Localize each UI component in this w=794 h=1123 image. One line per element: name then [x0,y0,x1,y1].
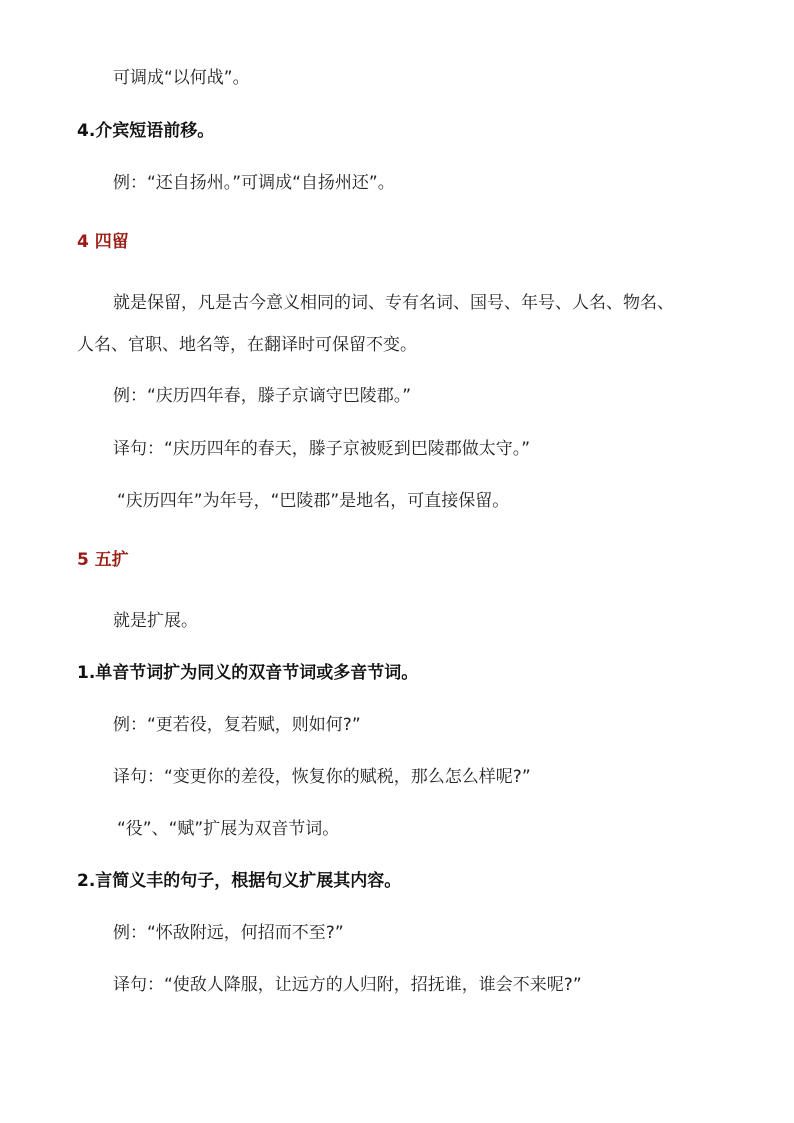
translation-text: 译句：“使敌人降服，让远方的人归附，招抚谁，谁会不来呢?” [113,975,582,995]
paragraph-text: 就是保留，凡是古今意义相同的词、专有名词、国号、年号、人名、物名、 [113,293,674,313]
example-text: 例：“庆历四年春，滕子京谪守巴陵郡。” [113,386,412,406]
paragraph-text: 就是扩展。 [113,611,198,631]
translation-text: 译句：“庆历四年的春天，滕子京被贬到巴陵郡做太守。” [113,439,531,459]
note-text: “役”、“赋”扩展为双音节词。 [117,819,340,839]
paragraph-text: 人名、官职、地名等，在翻译时可保留不变。 [77,335,417,355]
example-text: 例：“还自扬州。”可调成“自扬州还”。 [113,173,395,193]
example-text: 例：“怀敌附远，何招而不至?” [113,923,344,943]
section-heading-expand: 5 五扩 [77,550,129,570]
subheading-monosyllabic: 1.单音节词扩为同义的双音节词或多音节词。 [77,663,419,683]
translation-text: 译句：“变更你的差役，恢复你的赋税，那么怎么样呢?” [113,767,531,787]
section-heading-keep: 4 四留 [77,232,129,252]
note-text: “庆历四年”为年号，“巴陵郡”是地名，可直接保留。 [117,491,510,511]
paragraph-text: 可调成“以何战”。 [113,68,250,88]
subheading-prepositional-phrase: 4.介宾短语前移。 [77,121,215,141]
subheading-concise-sentence: 2.言简义丰的句子，根据句义扩展其内容。 [77,871,402,891]
example-text: 例：“更若役，复若赋，则如何?” [113,715,361,735]
